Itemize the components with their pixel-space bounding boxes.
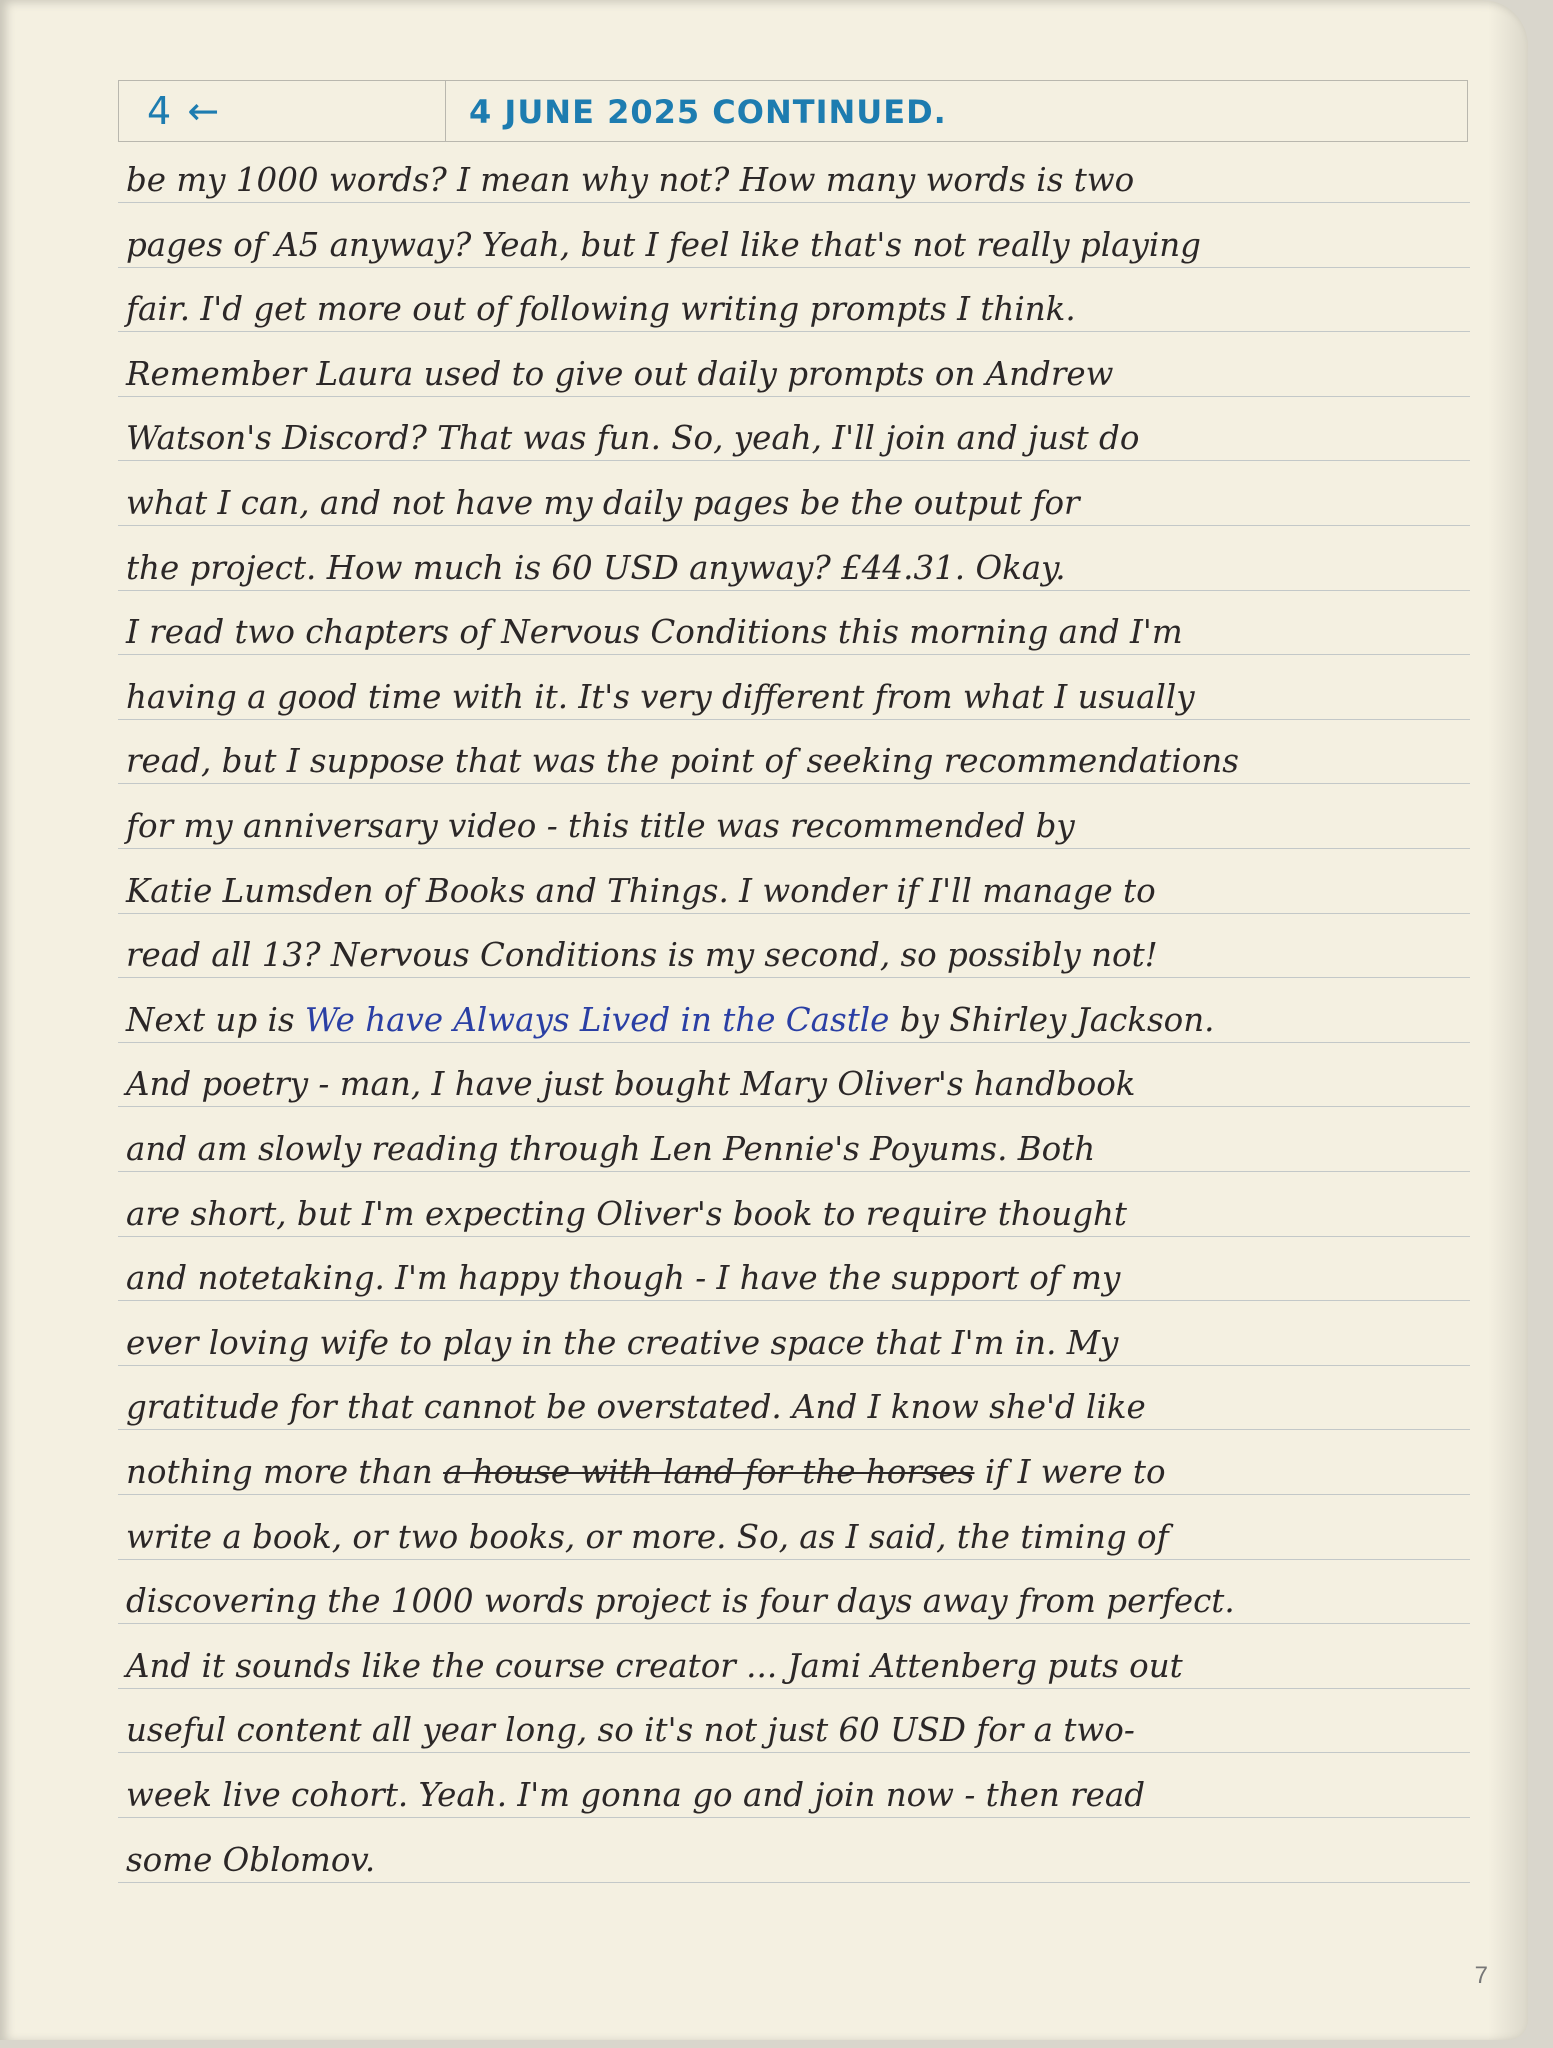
text-line: read, but I suppose that was the point of seeking recommendations — [126, 742, 1239, 781]
text-line: discovering the 1000 words project is four days away from perfect. — [126, 1582, 1235, 1621]
header-divider — [445, 81, 446, 141]
book-title-highlight: We have Always Lived in the Castle — [304, 1000, 890, 1039]
text-line: and am slowly reading through Len Pennie's Poyums. Both — [126, 1130, 1096, 1168]
text-line: And it sounds like the course creator ... Jami Attenberg puts out — [126, 1646, 1183, 1685]
text-line: read all 13? Nervous Conditions is my second, so possibly not! — [126, 936, 1158, 975]
page-number: 7 — [1474, 1962, 1488, 1989]
page-header — [118, 80, 1468, 142]
text-line: and notetaking. I'm happy though - I have the support of my — [126, 1259, 1121, 1298]
text-line: gratitude for that cannot be overstated. And I know she'd like — [126, 1388, 1146, 1427]
text-line — [126, 1442, 1506, 1502]
struck-through-text: a house with land for the horses — [443, 1453, 975, 1491]
text-line: I read two chapters of Nervous Conditions this morning and I'm — [126, 613, 1183, 652]
text-line: having a good time with it. It's very different from what I usually — [126, 677, 1195, 716]
text-segment: nothing more than — [126, 1453, 444, 1491]
text-line: are short, but I'm expecting Oliver's book to require thought — [126, 1194, 1127, 1233]
text-segment: if I were to — [974, 1453, 1166, 1491]
text-line: useful content all year long, so it's not just 60 USD for a two- — [126, 1711, 1135, 1750]
text-line: for my anniversary video - this title was recommended by — [126, 807, 1075, 845]
text-line: pages of A5 anyway? Yeah, but I feel like that's not really playing — [126, 225, 1201, 264]
text-line: the project. How much is 60 USD anyway? £44.31. Okay. — [126, 548, 1066, 587]
text-line: be my 1000 words? I mean why not? How many words is two — [126, 161, 1135, 199]
text-segment: by Shirley Jackson. — [889, 1000, 1215, 1039]
text-line: write a book, or two books, or more. So, as I said, the timing of — [126, 1517, 1169, 1556]
text-line — [126, 990, 1506, 1050]
text-line: fair. I'd get more out of following writing prompts I think. — [126, 290, 1076, 329]
text-segment: Next up is — [126, 1000, 305, 1039]
text-line: Watson's Discord? That was fun. So, yeah, I'll join and just do — [126, 419, 1140, 458]
text-line: And poetry - man, I have just bought Mary Oliver's handbook — [126, 1065, 1136, 1104]
text-line: week live cohort. Yeah. I'm gonna go and join now - then read — [126, 1776, 1146, 1814]
text-line: some Oblomov. — [126, 1840, 376, 1879]
text-line: Katie Lumsden of Books and Things. I wonder if I'll manage to — [126, 871, 1156, 910]
text-line: ever loving wife to play in the creative space that I'm in. My — [126, 1323, 1119, 1362]
text-line: what I can, and not have my daily pages be the output for — [126, 484, 1080, 522]
page-reference: 4 ← — [147, 89, 222, 133]
entry-date-title: 4 JUNE 2025 CONTINUED. — [469, 93, 947, 131]
text-line: Remember Laura used to give out daily prompts on Andrew — [126, 354, 1114, 393]
